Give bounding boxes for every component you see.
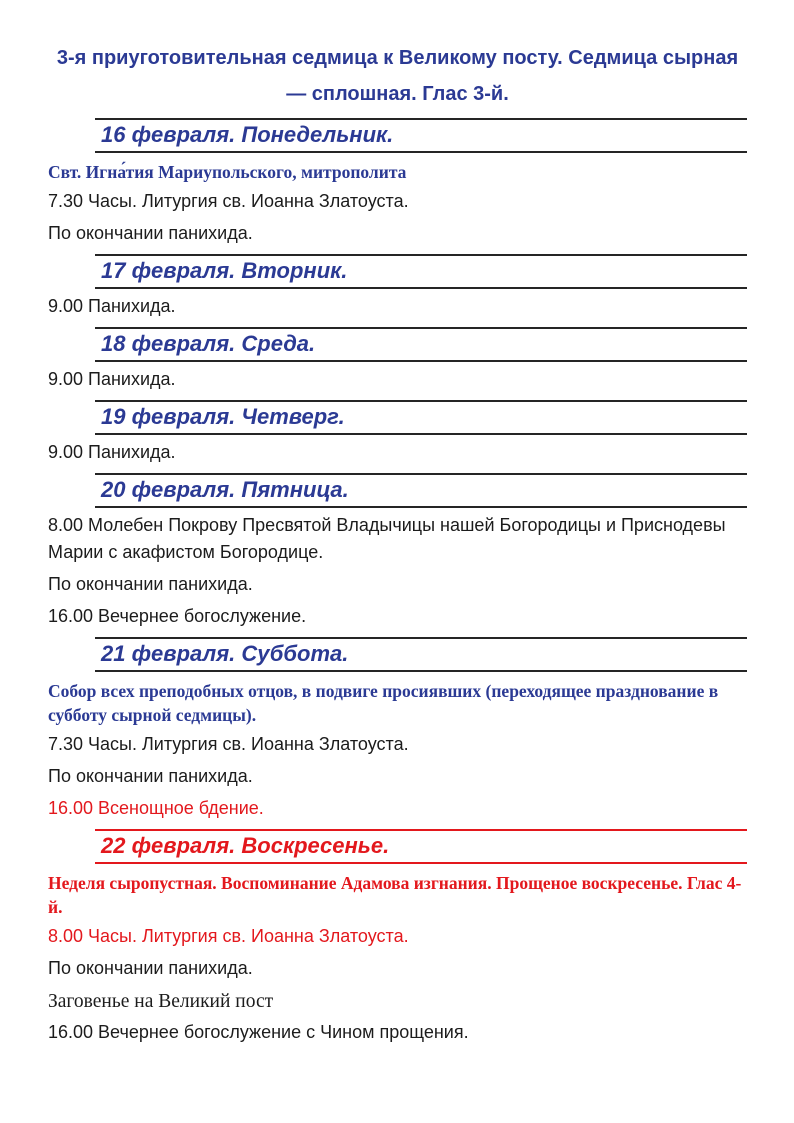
schedule-item: Заговенье на Великий пост: [48, 991, 274, 1013]
page-title-line-2: — сплошная. Глас 3-й.: [286, 83, 509, 105]
schedule-item: 9.00 Панихида.: [48, 295, 176, 316]
schedule-item: Свт. Игна́тия Мариупольского, митрополита: [48, 162, 407, 182]
day-heading: 16 февраля. Понедельник.: [95, 118, 747, 153]
schedule-item: По окончании панихида.: [48, 574, 253, 595]
schedule-item: 16.00 Всенощное бдение.: [48, 798, 264, 819]
day-heading: 20 февраля. Пятница.: [95, 473, 747, 508]
day-heading: 18 февраля. Среда.: [95, 327, 747, 362]
schedule-item: 7.30 Часы. Литургия св. Иоанна Златоуста.: [48, 734, 409, 755]
schedule-item: Собор всех преподобных отцов, в подвиге просиявших (переходящее празднование в субботу сырной седмицы).: [48, 681, 719, 726]
day-section: [48, 637, 747, 823]
schedule-item: 9.00 Панихида.: [48, 368, 176, 389]
day-heading: 17 февраля. Вторник.: [95, 254, 747, 289]
schedule-item: По окончании панихида.: [48, 223, 253, 244]
day-section: [48, 118, 747, 248]
day-section: [48, 327, 747, 394]
day-section: [48, 400, 747, 467]
page-title-line-1: 3-я приуготовительная седмица к Великому посту. Седмица сырная: [56, 47, 739, 69]
schedule-item: Неделя сыропустная. Воспоминание Адамова изгнания. Прощеное воскресенье. Глас 4-й.: [48, 873, 742, 918]
day-heading: 21 февраля. Суббота.: [95, 637, 747, 672]
schedule-item: 8.00 Молебен Покрову Пресвятой Владычицы нашей Богородицы и Приснодевы Марии с акафистом Богородице.: [48, 514, 726, 563]
schedule-item: 16.00 Вечернее богослужение с Чином прощения.: [48, 1021, 469, 1042]
schedule: [48, 118, 747, 1046]
schedule-item: По окончании панихида.: [48, 958, 253, 979]
day-section: [48, 473, 747, 632]
schedule-item: 8.00 Часы. Литургия св. Иоанна Златоуста.: [48, 926, 409, 947]
schedule-item: 16.00 Вечернее богослужение.: [48, 606, 307, 627]
schedule-item: По окончании панихида.: [48, 766, 253, 787]
day-section: [48, 254, 747, 321]
page-title: [48, 40, 747, 112]
day-heading: 19 февраля. Четверг.: [95, 400, 747, 435]
schedule-item: 7.30 Часы. Литургия св. Иоанна Златоуста.: [48, 191, 409, 212]
day-heading: 22 февраля. Воскресенье.: [95, 829, 747, 864]
schedule-item: 9.00 Панихида.: [48, 441, 176, 462]
day-section: [48, 829, 747, 1046]
